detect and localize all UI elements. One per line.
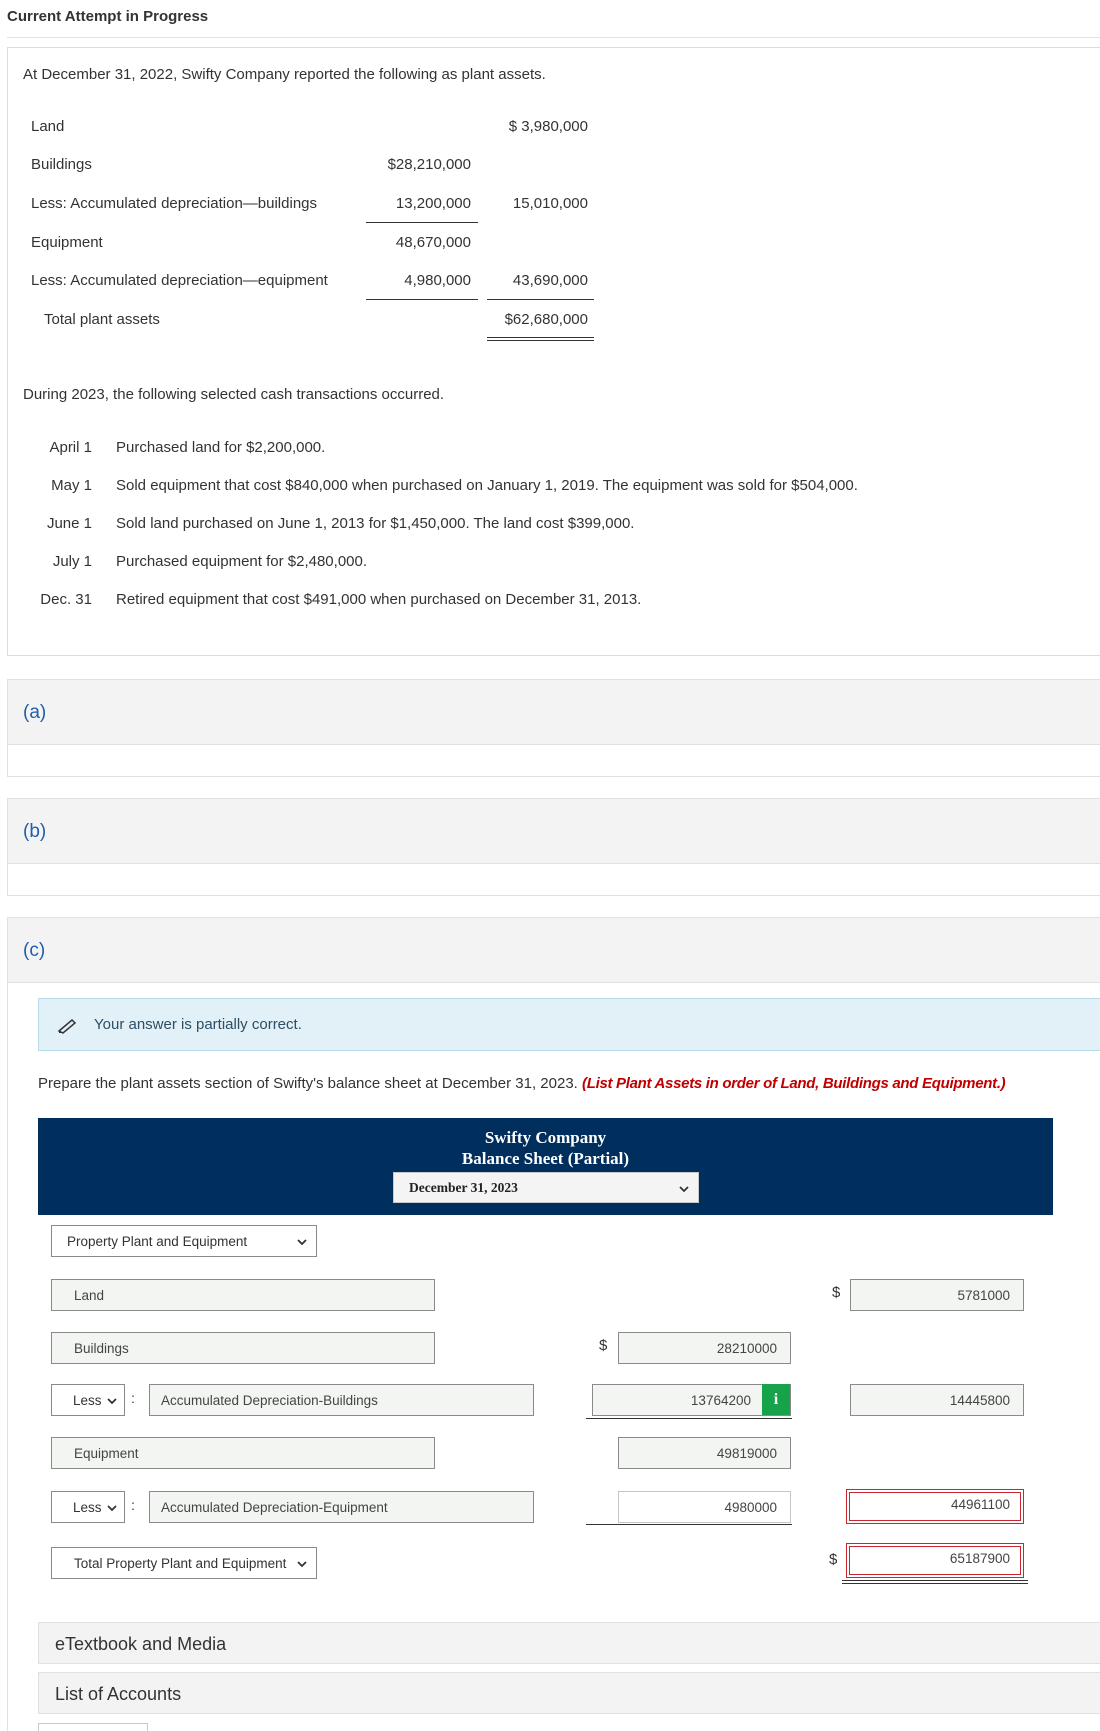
total-amount-input[interactable]	[846, 1543, 1024, 1578]
feedback-banner	[38, 998, 1100, 1051]
section-c-header[interactable]	[7, 917, 1100, 983]
total-plant-assets: $62,680,000	[504, 311, 588, 328]
buildings-label: Buildings	[31, 156, 92, 173]
double-underline	[487, 337, 594, 338]
accum-equipment-account-field[interactable]	[149, 1491, 534, 1523]
buildings-net-value: 14445800	[949, 1393, 1010, 1408]
transaction-date: May 1	[51, 477, 92, 494]
underline	[487, 299, 594, 300]
land-amount-value: 5781000	[957, 1288, 1010, 1303]
transaction-text: Purchased equipment for $2,480,000.	[116, 553, 368, 570]
list-of-accounts-label: List of Accounts	[55, 1684, 182, 1704]
equipment-account-text: Equipment	[74, 1446, 139, 1461]
balance-sheet-header	[38, 1118, 1053, 1215]
dollar-sign: $	[599, 1337, 608, 1354]
underline	[366, 222, 478, 223]
underline	[586, 1418, 792, 1419]
transaction-text: Sold land purchased on June 1, 2013 for $1,450,000. The land cost $399,000.	[116, 515, 635, 532]
less-select-value: Less	[73, 1500, 102, 1515]
section-b-label: (b)	[23, 821, 47, 842]
accum-equipment-amount-value: 4980000	[724, 1500, 777, 1515]
land-amount-input[interactable]	[850, 1279, 1024, 1311]
transaction-date: June 1	[46, 515, 92, 532]
accum-buildings-account-text: Accumulated Depreciation-Buildings	[161, 1393, 378, 1408]
less-select-buildings[interactable]	[51, 1384, 125, 1416]
equipment-net: 43,690,000	[512, 272, 588, 289]
buildings-account-field[interactable]	[51, 1332, 435, 1364]
land-label: Land	[31, 118, 65, 135]
problem-intro: At December 31, 2022, Swifty Company reported the following as plant assets.	[23, 66, 546, 83]
transaction-text: Retired equipment that cost $491,000 when purchased on December 31, 2013.	[116, 591, 642, 608]
section-b-body	[7, 864, 1100, 896]
pencil-icon	[57, 1016, 77, 1034]
section-a-label: (a)	[23, 702, 47, 723]
category-select-value: Property Plant and Equipment	[67, 1234, 248, 1249]
transaction-date: April 1	[49, 439, 92, 456]
section-a-body	[7, 745, 1100, 777]
info-icon[interactable]: i	[762, 1384, 790, 1415]
double-underline	[487, 340, 594, 341]
partial-button[interactable]	[38, 1723, 148, 1731]
page-title: Current Attempt in Progress	[7, 8, 209, 25]
accum-equipment-amount-input[interactable]	[618, 1491, 791, 1523]
colon: :	[131, 1497, 135, 1513]
accum-buildings-amount: 13,200,000	[395, 195, 471, 212]
underline	[586, 1524, 792, 1525]
dollar-sign: $	[832, 1284, 841, 1301]
equipment-label: Equipment	[31, 234, 103, 251]
land-total: $ 3,980,000	[508, 118, 588, 135]
equipment-amount-input[interactable]	[618, 1437, 791, 1469]
chevron-down-icon	[296, 1558, 308, 1570]
chevron-down-icon	[678, 1183, 690, 1195]
buildings-amount-input[interactable]	[618, 1332, 791, 1364]
less-select-value: Less	[73, 1393, 102, 1408]
category-select[interactable]	[51, 1225, 317, 1257]
accum-buildings-account-field[interactable]	[149, 1384, 534, 1416]
accum-buildings-amount-value: 13764200	[690, 1393, 751, 1408]
buildings-amount-value: 28210000	[716, 1341, 777, 1356]
buildings-amount: $28,210,000	[387, 156, 471, 173]
etextbook-label: eTextbook and Media	[55, 1634, 227, 1654]
transaction-date: Dec. 31	[40, 591, 92, 608]
accum-equipment-amount: 4,980,000	[404, 272, 471, 289]
equipment-net-input[interactable]	[846, 1489, 1024, 1524]
list-of-accounts-link[interactable]	[38, 1672, 1100, 1714]
double-underline	[842, 1580, 1028, 1581]
buildings-net: 15,010,000	[512, 195, 588, 212]
equipment-account-field[interactable]	[51, 1437, 435, 1469]
chevron-down-icon	[106, 1395, 118, 1407]
total-select-value: Total Property Plant and Equipment	[74, 1556, 287, 1571]
date-select-value: December 31, 2023	[409, 1180, 518, 1195]
section-b-header[interactable]	[7, 798, 1100, 864]
land-account-text: Land	[74, 1288, 105, 1303]
dollar-sign: $	[829, 1551, 838, 1568]
instruction-text: Prepare the plant assets section of Swifty's balance sheet at December 31, 2023.	[38, 1075, 578, 1092]
date-select[interactable]	[393, 1172, 699, 1203]
transaction-date: July 1	[52, 553, 92, 570]
transaction-text: Sold equipment that cost $840,000 when purchased on January 1, 2019. The equipment was sold for $504,000.	[116, 477, 858, 494]
buildings-account-text: Buildings	[74, 1341, 129, 1356]
etextbook-link[interactable]	[38, 1622, 1100, 1664]
less-select-equipment[interactable]	[51, 1491, 125, 1523]
colon: :	[131, 1390, 135, 1406]
accum-buildings-label: Less: Accumulated depreciation—buildings	[31, 195, 318, 212]
feedback-text: Your answer is partially correct.	[94, 1016, 302, 1033]
transaction-text: Purchased land for $2,200,000.	[116, 439, 326, 456]
double-underline	[842, 1583, 1028, 1584]
accum-equipment-label: Less: Accumulated depreciation—equipment	[31, 272, 328, 289]
buildings-net-input[interactable]	[850, 1384, 1024, 1416]
chevron-down-icon	[106, 1502, 118, 1514]
total-plant-label: Total plant assets	[44, 311, 160, 328]
total-select[interactable]	[51, 1547, 317, 1579]
header-divider	[7, 37, 1100, 38]
underline	[366, 299, 478, 300]
equipment-amount-value: 49819000	[716, 1446, 777, 1461]
company-name: Swifty Company	[484, 1128, 607, 1147]
instruction-hint: (List Plant Assets in order of Land, Buildings and Equipment.)	[582, 1075, 1006, 1092]
accum-equipment-account-text: Accumulated Depreciation-Equipment	[161, 1500, 388, 1515]
chevron-down-icon	[296, 1236, 308, 1248]
section-c-label: (c)	[23, 940, 46, 961]
transactions-intro: During 2023, the following selected cash transactions occurred.	[23, 386, 445, 403]
equipment-amount: 48,670,000	[395, 234, 471, 251]
land-account-field[interactable]	[51, 1279, 435, 1311]
section-a-header[interactable]	[7, 679, 1100, 745]
problem-statement	[7, 47, 1100, 656]
equipment-net-value: 44961100	[950, 1497, 1010, 1512]
statement-title: Balance Sheet (Partial)	[461, 1149, 630, 1168]
total-amount-value: 65187900	[949, 1551, 1010, 1566]
instruction	[38, 1075, 1005, 1092]
